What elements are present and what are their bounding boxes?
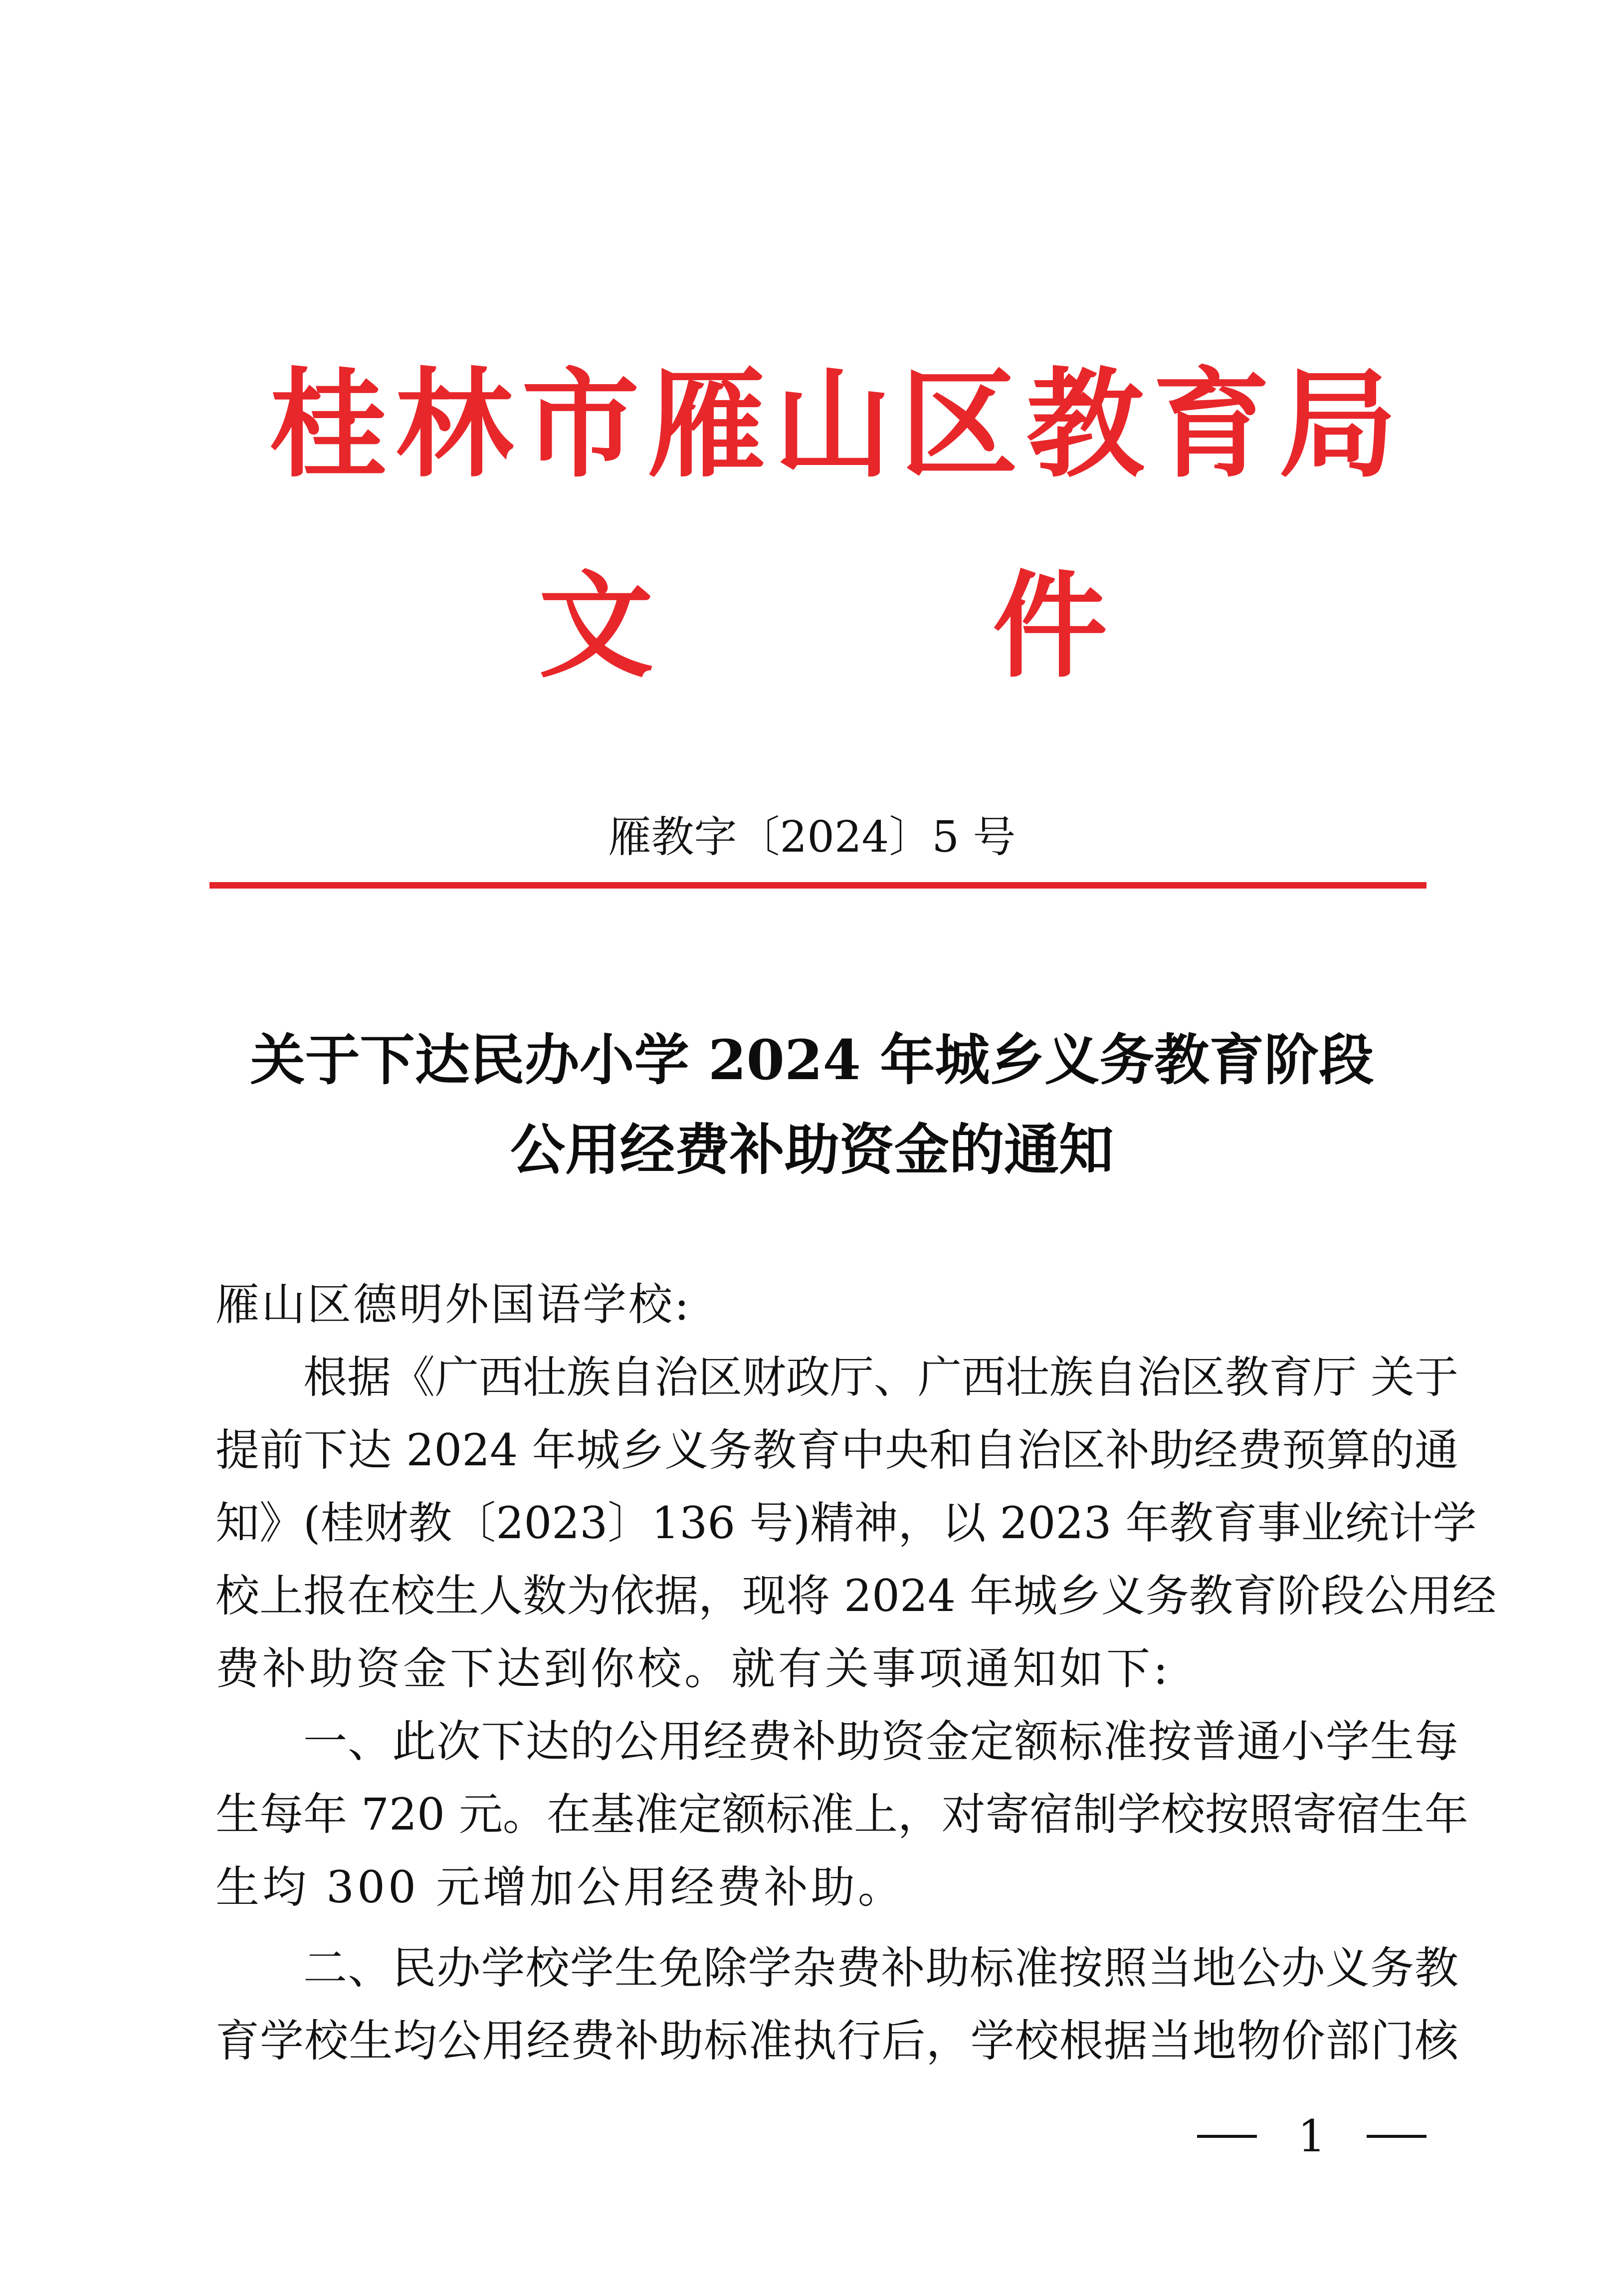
header-char: 雁 <box>647 355 766 493</box>
header-char: 局 <box>1278 355 1397 493</box>
document-number: 雁教字〔2024〕5 号 <box>608 812 1016 862</box>
body-line: 一、此次下达的公用经费补助资金定额标准按普通小学生每 <box>303 1716 1458 1767</box>
doc-type-char: 文 <box>539 559 654 693</box>
document-type-label <box>539 559 1107 693</box>
body-line: 费补助资金下达到你校。就有关事项通知如下: <box>215 1643 1171 1694</box>
doc-type-char: 件 <box>992 559 1107 693</box>
body-line: 知》(桂财教〔2023〕136 号)精神，以 2023 年教育事业统计学 <box>215 1497 1477 1549</box>
body-line: 提前下达 2024 年城乡义务教育中央和自治区补助经费预算的通 <box>215 1424 1458 1476</box>
body-line: 生每年 720 元。在基准定额标准上，对寄宿制学校按照寄宿生年 <box>215 1789 1468 1840</box>
header-char: 桂 <box>269 355 388 493</box>
body-line: 根据《广西壮族自治区财政厅、广西壮族自治区教育厅 关于 <box>303 1352 1458 1403</box>
body-line: 二、民办学校学生免除学杂费补助标准按照当地公办义务教 <box>303 1942 1458 1994</box>
recipient-salutation: 雁山区德明外国语学校: <box>215 1279 691 1330</box>
page-number-value: 1 <box>1298 2110 1326 2162</box>
header-char: 区 <box>900 355 1018 493</box>
header-char: 山 <box>774 355 892 493</box>
page-number <box>1197 2111 1426 2161</box>
red-separator-line <box>209 882 1426 889</box>
page-number-dash-left <box>1197 2135 1257 2138</box>
header-char: 育 <box>1152 355 1270 493</box>
page-number-dash-right <box>1367 2135 1426 2138</box>
notice-title-line-2: 公用经费补助资金的通知 <box>510 1118 1114 1182</box>
notice-title-line-1: 关于下达民办小学 2024 年城乡义务教育阶段 <box>250 1028 1374 1092</box>
header-char: 林 <box>395 355 513 493</box>
issuing-authority-header <box>269 355 1397 493</box>
body-line: 生均 300 元增加公用经费补助。 <box>215 1861 905 1913</box>
header-char: 市 <box>521 355 639 493</box>
body-line: 校上报在校生人数为依据，现将 2024 年城乡义务教育阶段公用经 <box>215 1570 1496 1621</box>
body-line: 育学校生均公用经费补助标准执行后，学校根据当地物价部门核 <box>215 2015 1458 2066</box>
header-char: 教 <box>1026 355 1144 493</box>
